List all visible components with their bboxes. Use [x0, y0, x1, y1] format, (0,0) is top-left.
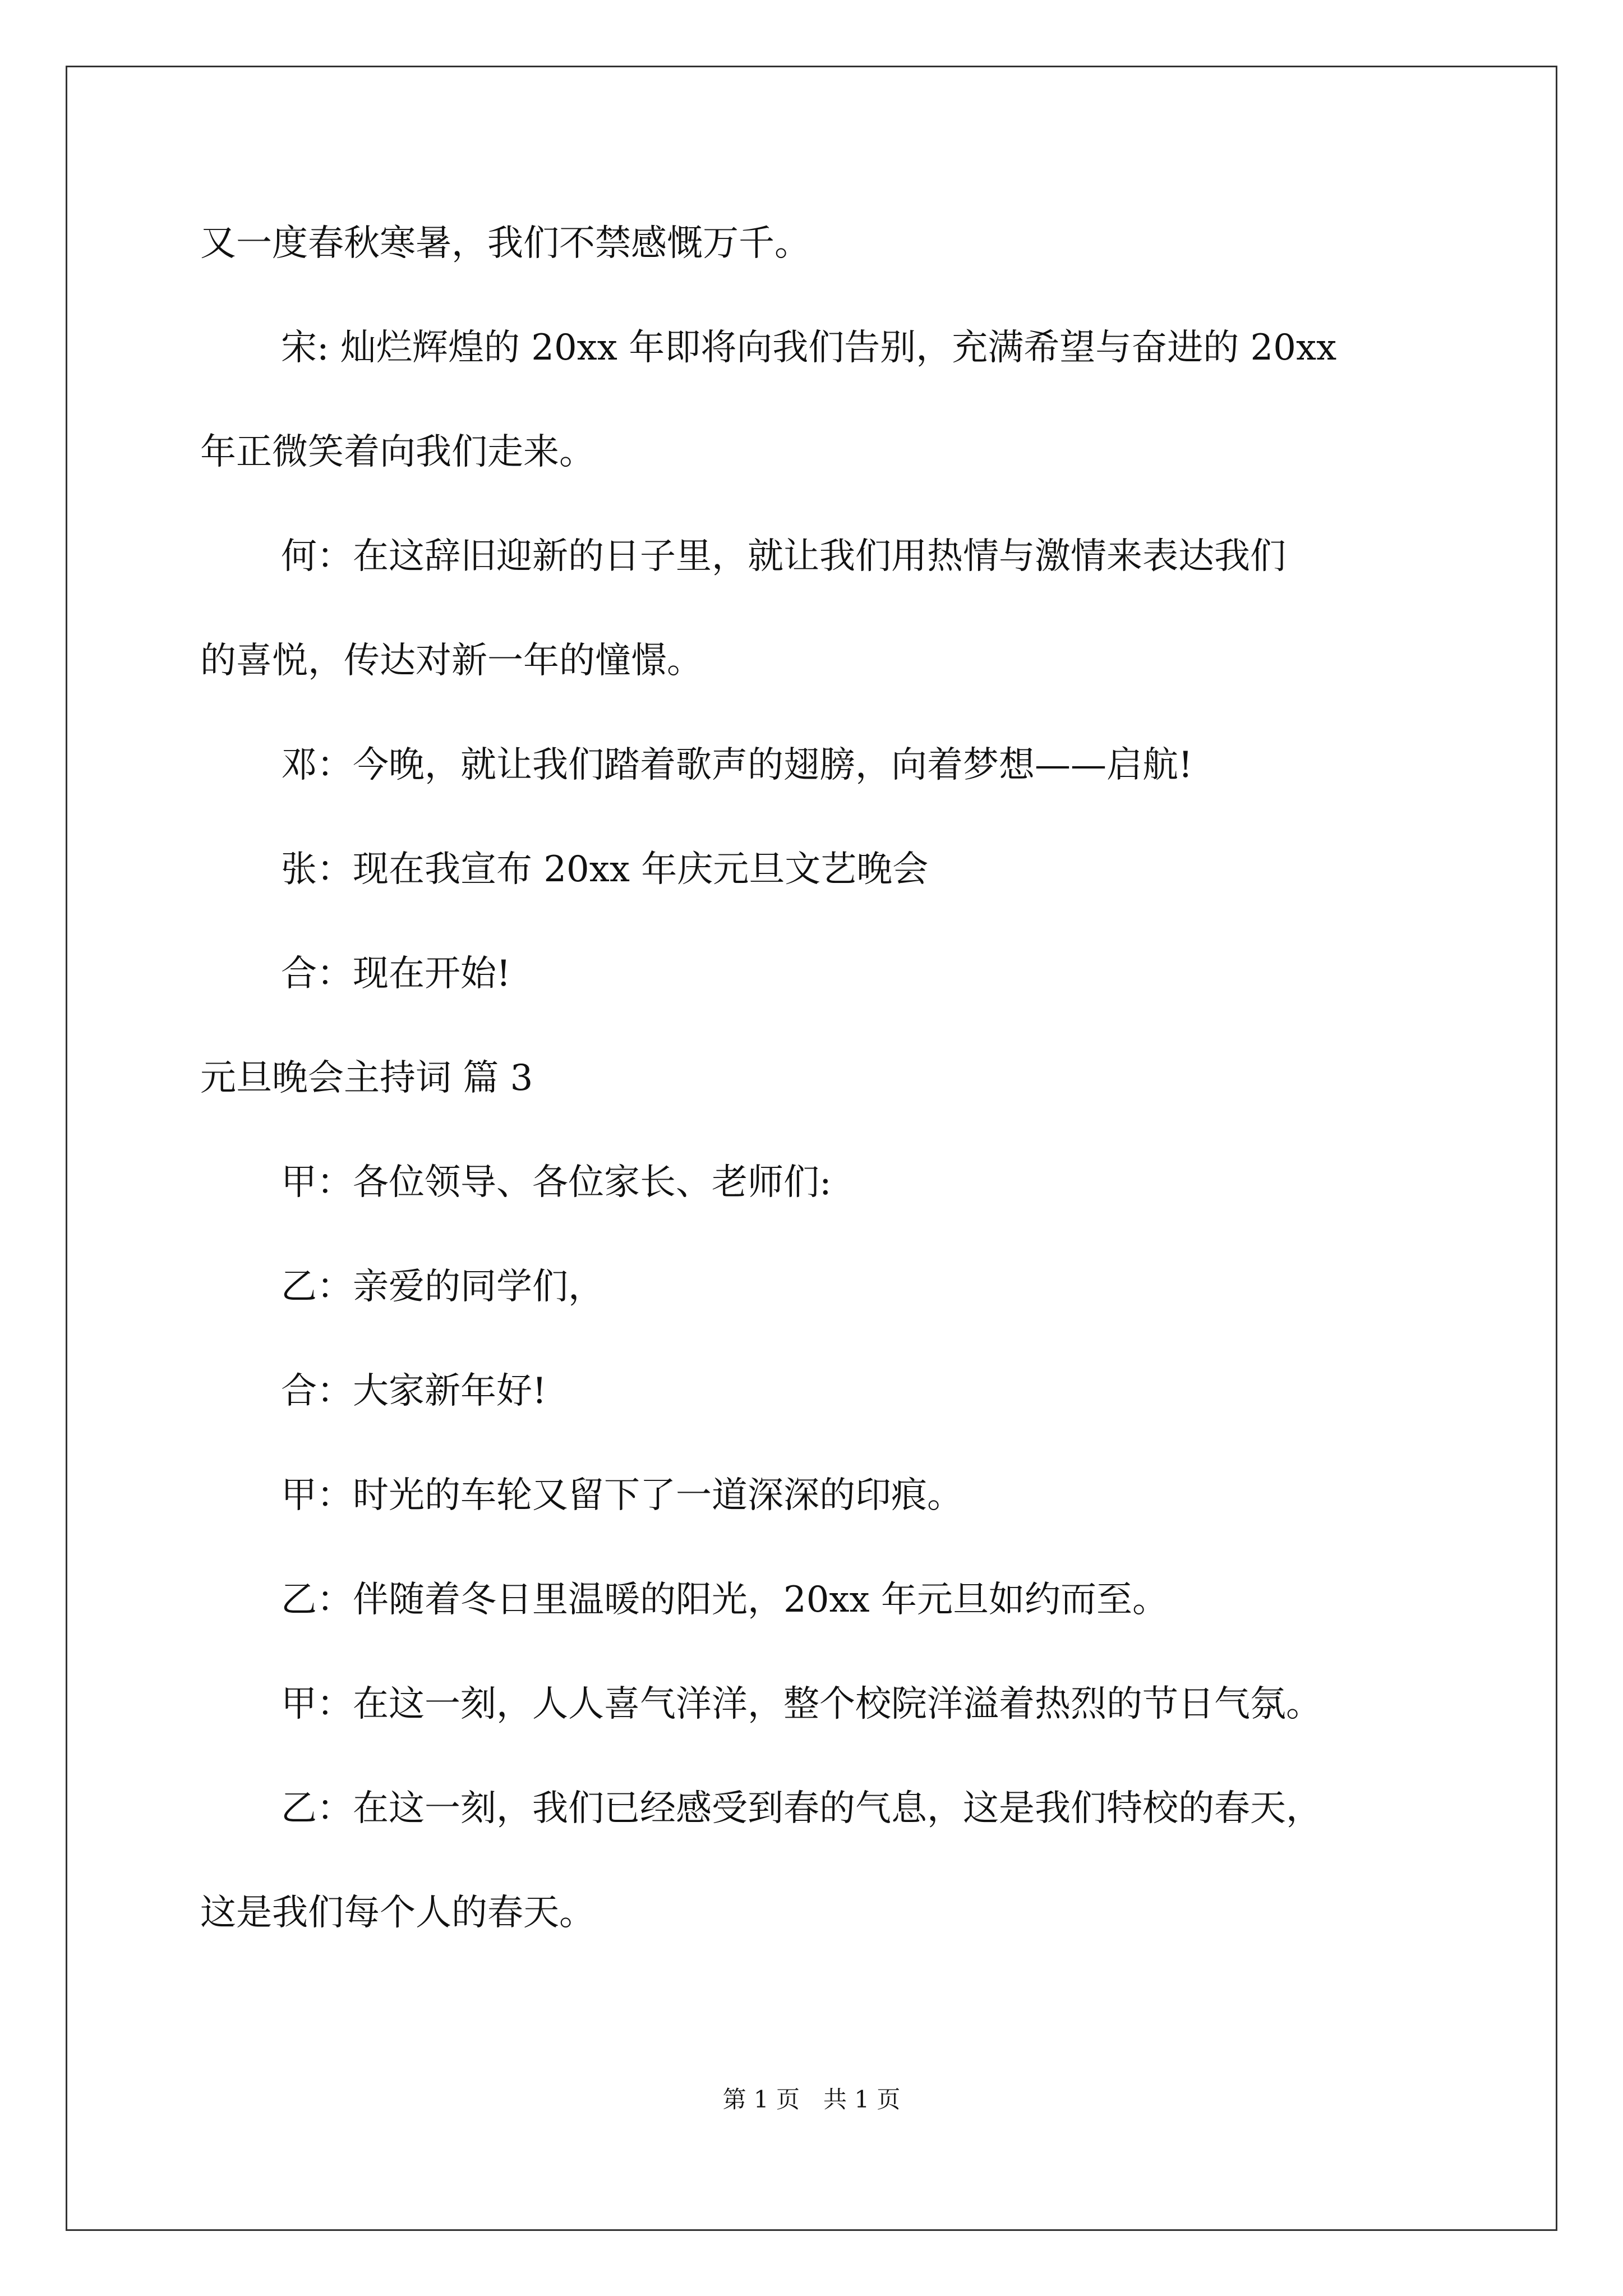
text-line: 宋: 灿烂辉煌的 20xx 年即将向我们告别，充满希望与奋进的 20xx [281, 327, 1337, 369]
text-line: 甲：在这一刻，人人喜气洋洋，整个校院洋溢着热烈的节日气氛。 [281, 1683, 1322, 1725]
page-number-footer: 第 1 页 共 1 页 [722, 2086, 901, 2113]
text-line: 年正微笑着向我们走来。 [200, 431, 595, 473]
text-line: 又一度春秋寒暑，我们不禁感慨万千。 [200, 223, 810, 264]
text-line: 这是我们每个人的春天。 [200, 1892, 595, 1934]
text-line: 甲：各位领导、各位家长、老师们: [281, 1162, 832, 1203]
section-heading: 元旦晚会主持词 篇 3 [200, 1057, 533, 1099]
text-line: 乙：亲爱的同学们， [281, 1266, 604, 1308]
text-line: 甲：时光的车轮又留下了一道深深的印痕。 [281, 1475, 963, 1516]
document-body [200, 222, 1434, 1995]
text-line: 何：在这辞旧迎新的日子里，就让我们用热情与激情来表达我们 [281, 536, 1286, 577]
text-line: 合：现在开始! [281, 953, 511, 995]
text-line: 合：大家新年好! [281, 1370, 547, 1412]
text-line: 的喜悦，传达对新一年的憧憬。 [200, 640, 703, 682]
text-line: 张：现在我宣布 20xx 年庆元旦文艺晚会 [281, 849, 929, 890]
text-line: 邓：今晚，就让我们踏着歌声的翅膀，向着梦想——启航! [281, 744, 1193, 786]
text-line: 乙：在这一刻，我们已经感受到春的气息，这是我们特校的春天， [281, 1788, 1322, 1829]
text-line: 乙：伴随着冬日里温暖的阳光，20xx 年元旦如约而至。 [281, 1579, 1168, 1621]
